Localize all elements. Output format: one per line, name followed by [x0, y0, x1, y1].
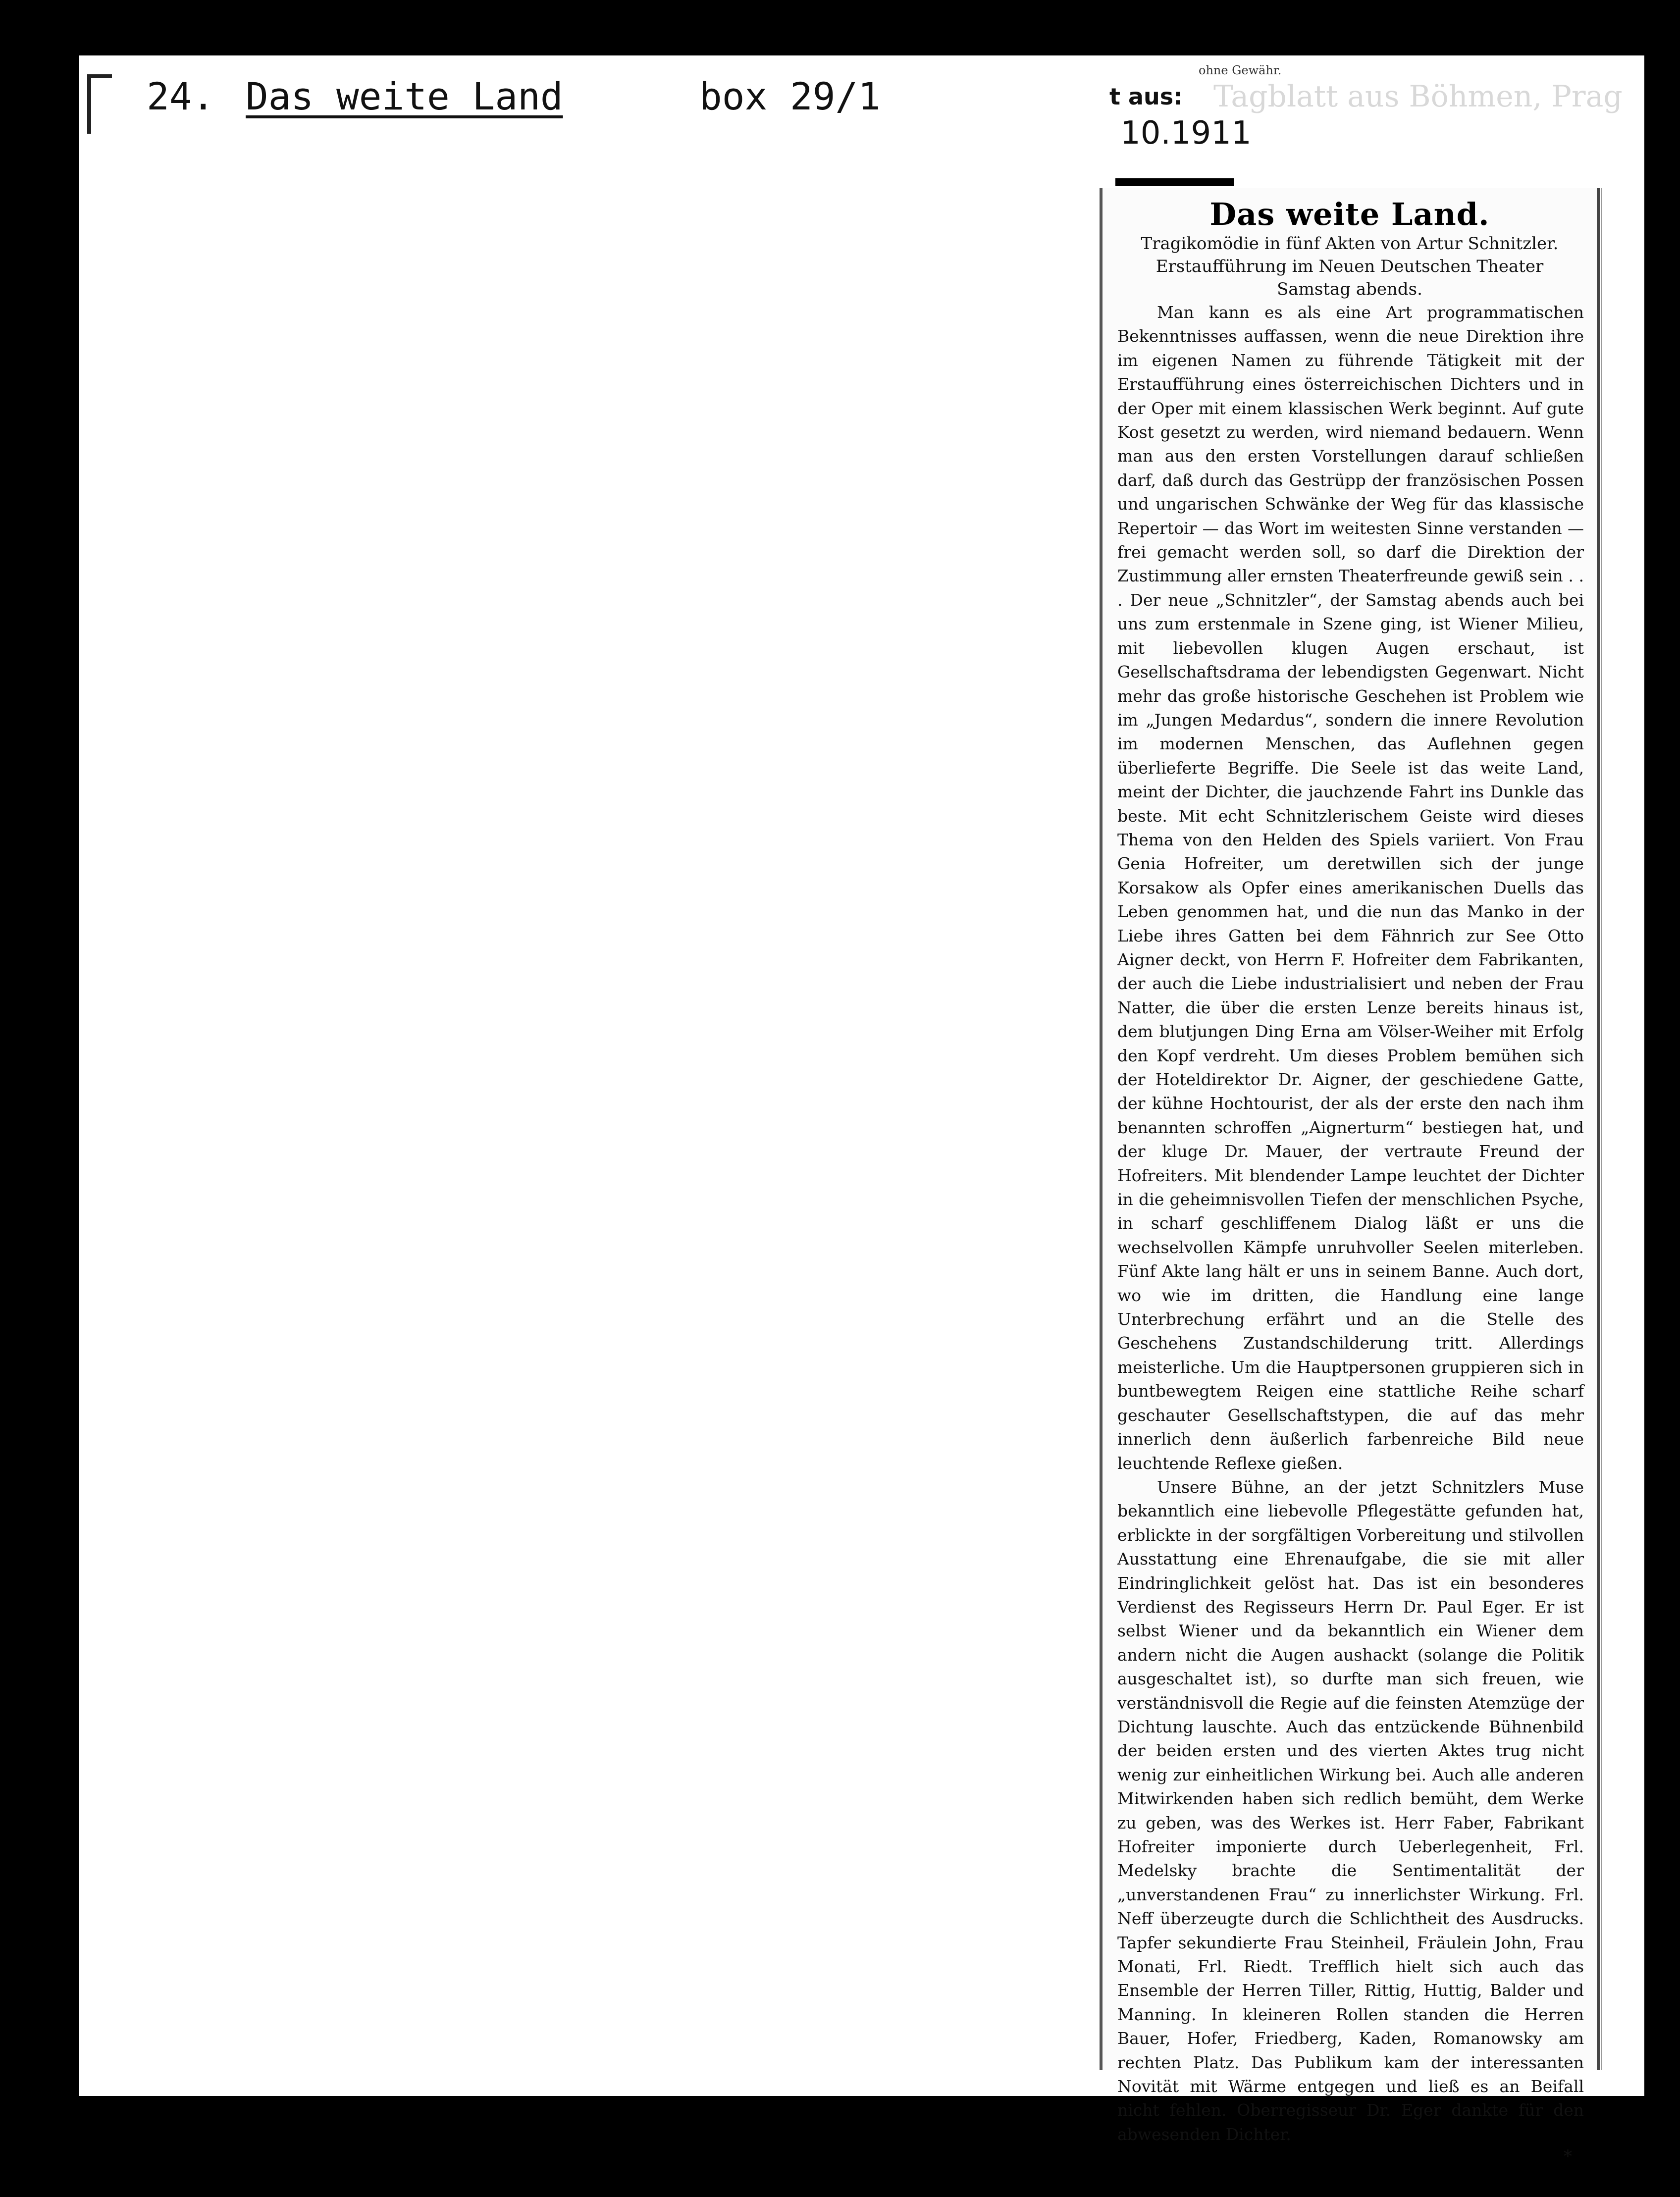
box-label: box 29/1: [699, 74, 881, 118]
article-body: [1102, 301, 1597, 2146]
corner-mark: [87, 74, 91, 134]
clipping-edge: [1601, 188, 1617, 2070]
next-article-headline: Der Freischütz.: [1117, 2176, 1271, 2197]
newspaper-clipping: [1100, 188, 1600, 2197]
article-subtitle-3: Samstag abends.: [1277, 279, 1422, 299]
article-paragraph-1: Man kann es als eine Art programmatischen Bekenntnisses auffassen, wenn die neue Direktion ihre im eigenen Namen zu führende Tätigkeit mit der Erstaufführung eines österreichischen Dichters und in der Oper mit einem klassischen Werk beginnt. Auf gute Kost gesetzt zu werden, wird niemand bedauern. Wenn man aus den ersten Vorstellungen darauf schließen darf, daß durch das Gestrüpp der französischen Possen und ungarischen Schwänke der Weg für das klassische Repertoir — das Wort im weitesten Sinne verstanden — frei gemacht werden soll, so darf die Direktion der Zustimmung aller ernsten Theaterfreunde gewiß sein . . . Der neue „Schnitzler“, der Samstag abends auch bei uns zum erstenmale in Szene ging, ist Wiener Milieu, mit liebevollen klugen Augen erschaut, ist Gesellschaftsdrama der lebendigsten Gegenwart. Nicht mehr das große historische Geschehen ist Problem wie im „Jungen Medardus“, sondern die innere Revolution im modernen Menschen, das Auflehnen gegen überlieferte Begriffe. Die Seele ist das weite Land, meint der Dichter, die jauchzende Fahrt ins Dunkle das beste. Mit echt Schnitzlerischem Geiste wird dieses Thema von den Helden des Spiels variiert. Von Frau Genia Hofreiter, um deretwillen sich der junge Korsakow als Opfer eines amerikanischen Duells das Leben genommen hat, und die nun das Manko in der Liebe ihres Gatten bei dem Fähnrich zur See Otto Aigner deckt, von Herrn F. Hofreiter dem Fabrikanten, der auch die Liebe industrialisiert und neben der Frau Natter, die über die ersten Lenze bereits hinaus ist, dem blutjungen Ding Erna am Völser-Weiher mit Erfolg den Kopf verdreht. Um dieses Problem bemühen sich der Hoteldirektor Dr. Aigner, der geschiedene Gatte, der kühne Hochtourist, der als der erste den nach ihm benannten schroffen „Aignerturm“ bestiegen hat, und der kluge Dr. Mauer, der vertraute Freund der Hofreiters. Mit blendender Lampe leuchtet der Dichter in die geheimnisvollen Tiefen der menschlichen Psyche, in scharf geschliffenem Dialog läßt er uns die wechselvollen Kämpfe unruhvoller Seelen miterleben. Fünf Akte lang hält er uns in seinem Banne. Auch dort, wo wie im dritten, die Handlung eine lange Unterbrechung erfährt und an die Stelle des Geschehens Zustandschilderung tritt. Allerdings meisterliche. Um die Hauptpersonen gruppieren sich in buntbewegtem Reigen eine stattliche Reihe scharf geschauter Gesellschaftstypen, die auf das mehr innerlich denn äußerlich farbenreiche Bild neue leuchtende Reflexe gießen.: [1117, 303, 1584, 1473]
source-name: Tagblatt aus Böhmen, Prag: [1213, 79, 1623, 114]
stamp-small-print: ohne Gewähr.: [1199, 63, 1282, 77]
article-subtitle-2: Erstaufführung im Neuen Deutschen Theater: [1155, 257, 1544, 276]
clipping-date: 10.1911: [1120, 115, 1252, 152]
folder-title: Das weite Land: [246, 74, 563, 118]
article-paragraph-2: Unsere Bühne, an der jetzt Schnitzlers Muse bekanntlich eine liebevolle Pflegestätte gefunden hat, erblickte in der sorgfältigen Vorbereitung und stilvollen Ausstattung eine Ehrenaufgabe, die sie mit aller Eindringlichkeit gelöst hat. Das ist ein besonderes Verdienst des Regisseurs Herrn Dr. Paul Eger. Er ist selbst Wiener und da bekanntlich ein Wiener dem andern nicht die Augen aushackt (solange die Politik ausgeschaltet ist), so durfte man sich freuen, wie verständnisvoll die Regie auf die feinsten Atemzüge der Dichtung lauschte. Auch das entzückende Bühnenbild der beiden ersten und des vierten Aktes trug nicht wenig zur einheitlichen Wirkung bei. Auch alle anderen Mitwirkenden haben sich redlich bemüht, dem Werke zu geben, was des Werkes ist. Herr Faber, Fabrikant Hofreiter imponierte durch Ueberlegenheit, Frl. Medelsky brachte die Sentimentalität der „unverstandenen Frau“ zu innerlichster Wirkung. Frl. Neff überzeugte durch die Schlichtheit des Ausdrucks. Tapfer sekundierte Frau Steinheil, Fräulein John, Frau Monati, Frl. Riedt. Trefflich hielt sich auch das Ensemble der Herren Tiller, Rittig, Huttig, Balder und Manning. In kleineren Rollen standen die Herren Bauer, Hofer, Friedberg, Kaden, Romanowsky am rechten Platz. Das Publikum kam der interessanten Novität mit Wärme entgegen und ließ es an Beifall nicht fehlen. Oberregisseur Dr. Eger dankte für den abwesenden Dichter.: [1117, 1477, 1584, 2144]
article-subtitle: Tragikomödie in fünf Akten von Artur Schnitzler.: [1141, 234, 1559, 254]
article-signature: *: [1564, 2146, 1572, 2167]
article-headline: Das weite Land.: [1209, 196, 1490, 232]
folder-number: 24.: [147, 74, 215, 118]
source-label: t aus:: [1109, 83, 1183, 110]
corner-mark-top: [87, 74, 112, 78]
date-rule: [1115, 178, 1234, 186]
